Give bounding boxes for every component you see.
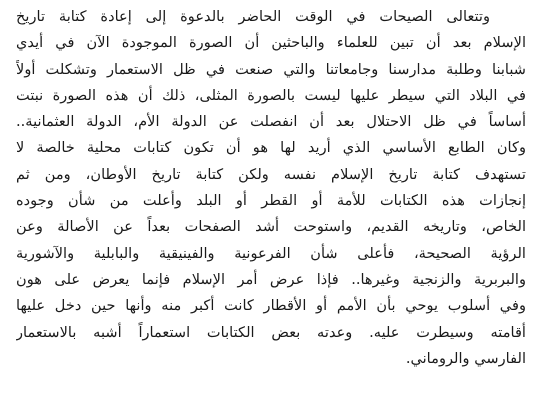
text-line: أقامته وسيطرت عليه. وعدته بعض الكتابات استعماراً أشبه بالاستعمار <box>16 323 526 341</box>
text-line: الرؤية الصحيحة، فأعلى شأن الفرعونية والفينيقية والبابلية والآشورية <box>16 244 526 262</box>
text-line: تستهدف كتابة تاريخ الإسلام نفسه ولكن كتابة تاريخ الأوطان، ومن ثم <box>16 165 526 183</box>
text-line: الخاص، وتاريخه القديم، واستوحت أشد الصفحات بعداً عن الأصالة وعن <box>16 218 526 236</box>
text-line: وتتعالى الصيحات في الوقت الحاضر بالدعوة إلى إعادة كتابة تاريخ <box>16 8 490 25</box>
text-line: شبابنا وطلبة مدارسنا وجامعاتنا والتي صنعت في ظل الاستعمار وتشكلت أولاً <box>16 60 526 78</box>
text-line: الفارسي والروماني. <box>405 349 526 367</box>
text-line: والبربرية والزنجية وغيرها.. فإذا عرض أمر الإسلام فإنما يعرض على هون <box>16 270 526 288</box>
text-line: وكان الطابع الأساسي الذي أريد لها هو أن تكون كتابات محلية خالصة لا <box>16 139 526 157</box>
text-line: في البلاد التي سيطر عليها ليست بالصورة المثلى، ذلك أن هذه الصورة نبتت <box>16 86 526 104</box>
text-line: وفي أسلوب يوحي بأن الأمم أو الأقطار كانت أكبر منه وأنها حين دخل عليها <box>16 297 526 315</box>
text-line: إنجازات هذه الكتابات للأمة أو القطر أو البلد وأعلت من شأن وجوده <box>16 192 526 210</box>
text-line: أساساً في ظل الاحتلال بعد أن انفصلت عن الدولة الأم، الدولة العثمانية.. <box>16 113 526 131</box>
document-page <box>16 4 526 404</box>
text-line: الإسلام بعد أن تبين للعلماء والباحثين أن الصورة الموجودة الآن في أيدي <box>16 34 526 52</box>
